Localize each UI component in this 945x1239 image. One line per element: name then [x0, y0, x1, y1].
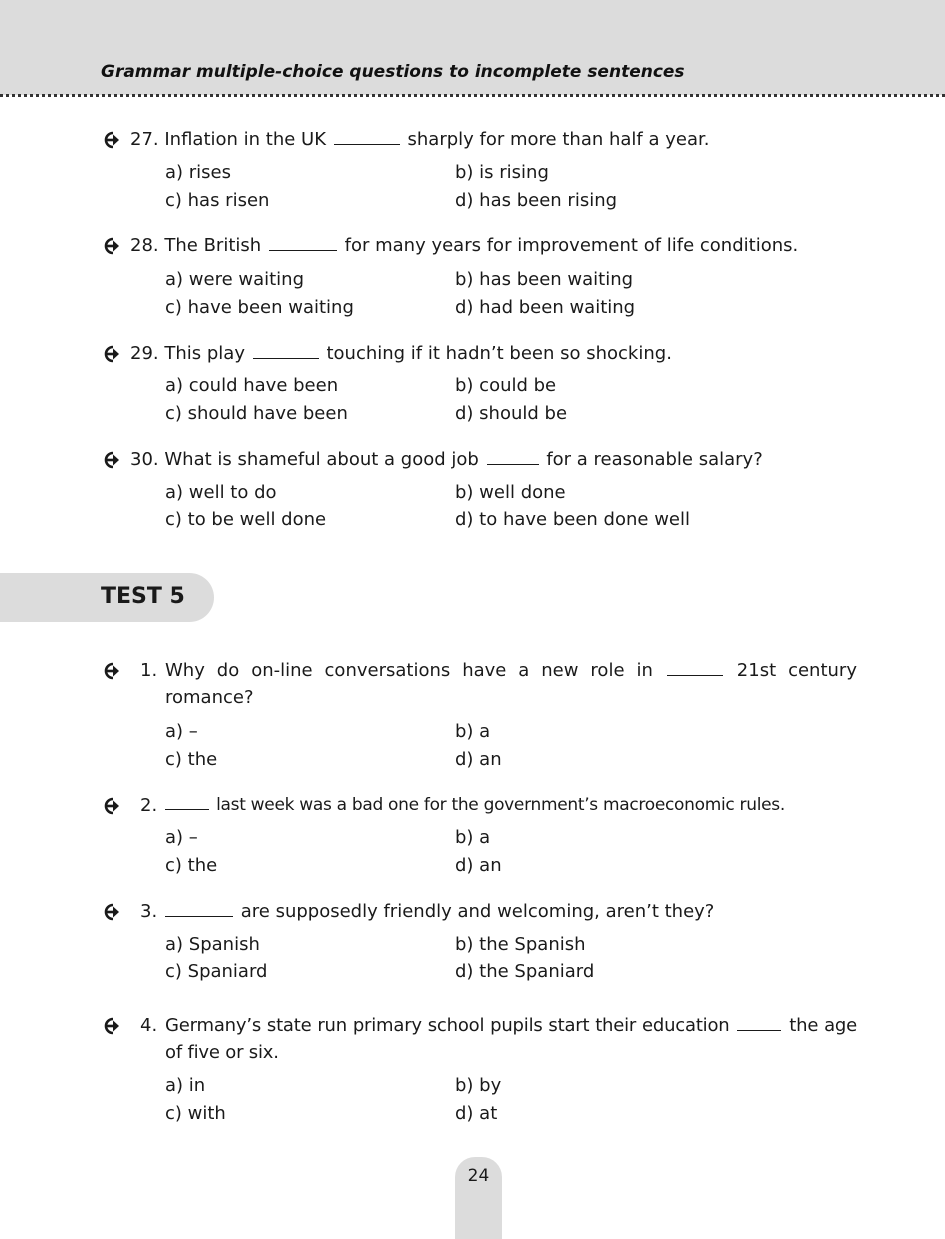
stem-text-after: 21st century romance? [165, 660, 857, 708]
stem-text [165, 657, 857, 711]
option-a[interactable]: a) – [165, 827, 198, 848]
option-b[interactable]: b) could be [455, 375, 557, 396]
option-c[interactable]: c) has risen [165, 190, 270, 211]
arrow-bullet-icon [104, 1017, 122, 1035]
option-b[interactable]: b) is rising [455, 162, 549, 183]
page-number: 24 [467, 1166, 490, 1186]
option-d[interactable]: d) has been rising [455, 190, 618, 211]
question-stem [130, 446, 857, 473]
header-divider [0, 94, 945, 97]
question-number: 30. [130, 449, 159, 470]
option-c[interactable]: c) Spaniard [165, 961, 268, 982]
option-c[interactable]: c) have been waiting [165, 297, 354, 318]
question-stem [130, 232, 857, 259]
option-a[interactable]: a) Spanish [165, 934, 260, 955]
option-a[interactable]: a) rises [165, 162, 232, 183]
arrow-bullet-icon [104, 662, 122, 680]
question-number: 29. [130, 343, 159, 364]
answer-blank [334, 128, 400, 145]
stem-text-before: Germany’s state run primary school pupils start their education [165, 1015, 730, 1036]
question-number: 1. [140, 660, 158, 681]
option-c[interactable]: c) the [165, 749, 218, 770]
question-stem [130, 340, 857, 367]
option-a[interactable]: a) in [165, 1075, 206, 1096]
question-stem [140, 1012, 867, 1063]
stem-text-after: for many years for improvement of life conditions. [344, 235, 799, 256]
stem-text-before: The British [164, 235, 262, 256]
option-d[interactable]: d) had been waiting [455, 297, 636, 318]
stem-text-after: the age of five or six. [165, 1015, 857, 1063]
answer-blank [165, 900, 233, 917]
answer-blank [269, 234, 337, 251]
option-b[interactable]: b) a [455, 827, 491, 848]
arrow-bullet-icon [104, 131, 122, 149]
stem-text-after: for a reasonable salary? [546, 449, 763, 470]
answer-blank [165, 793, 209, 810]
question-number: 28. [130, 235, 159, 256]
option-d[interactable]: d) to have been done well [455, 509, 690, 530]
stem-text-before: Why do on-line conversations have a new role in [165, 660, 653, 681]
option-d[interactable]: d) an [455, 855, 502, 876]
question-stem [140, 792, 867, 819]
answer-blank [253, 342, 319, 359]
arrow-bullet-icon [104, 237, 122, 255]
answer-blank [737, 1014, 781, 1031]
option-a[interactable]: a) were waiting [165, 269, 305, 290]
option-a[interactable]: a) could have been [165, 375, 339, 396]
stem-text [165, 898, 857, 925]
arrow-bullet-icon [104, 797, 122, 815]
stem-text-before: This play [164, 343, 245, 364]
arrow-bullet-icon [104, 903, 122, 921]
option-b[interactable]: b) has been waiting [455, 269, 634, 290]
option-b[interactable]: b) by [455, 1075, 502, 1096]
option-a[interactable]: a) – [165, 721, 198, 742]
arrow-bullet-icon [104, 345, 122, 363]
option-d[interactable]: d) should be [455, 403, 568, 424]
question-stem [140, 657, 867, 708]
stem-text [165, 792, 857, 819]
arrow-bullet-icon [104, 451, 122, 469]
question-number: 4. [140, 1015, 158, 1036]
question-number: 27. [130, 129, 159, 150]
question-number: 2. [140, 795, 158, 816]
option-b[interactable]: b) the Spanish [455, 934, 586, 955]
stem-text-after: are supposedly friendly and welcoming, aren’t they? [240, 901, 715, 922]
answer-blank [667, 659, 723, 676]
stem-text-after: touching if it hadn’t been so shocking. [326, 343, 672, 364]
header-title: Grammar multiple-choice questions to incomplete sentences [101, 62, 685, 82]
answer-blank [487, 448, 539, 465]
option-d[interactable]: d) the Spaniard [455, 961, 595, 982]
option-b[interactable]: b) well done [455, 482, 566, 503]
stem-text [165, 1012, 857, 1066]
option-c[interactable]: c) to be well done [165, 509, 327, 530]
option-d[interactable]: d) an [455, 749, 502, 770]
option-c[interactable]: c) should have been [165, 403, 348, 424]
option-d[interactable]: d) at [455, 1103, 498, 1124]
stem-text-after: last week was a bad one for the government’s macroeconomic rules. [216, 795, 785, 815]
question-stem [140, 898, 867, 925]
question-number: 3. [140, 901, 158, 922]
option-c[interactable]: c) the [165, 855, 218, 876]
stem-text-after: sharply for more than half a year. [407, 129, 710, 150]
option-c[interactable]: c) with [165, 1103, 226, 1124]
option-a[interactable]: a) well to do [165, 482, 277, 503]
option-b[interactable]: b) a [455, 721, 491, 742]
stem-text-before: Inflation in the UK [164, 129, 327, 150]
question-stem [130, 126, 857, 153]
stem-text-before: What is shameful about a good job [164, 449, 479, 470]
test-title: TEST 5 [101, 584, 185, 609]
